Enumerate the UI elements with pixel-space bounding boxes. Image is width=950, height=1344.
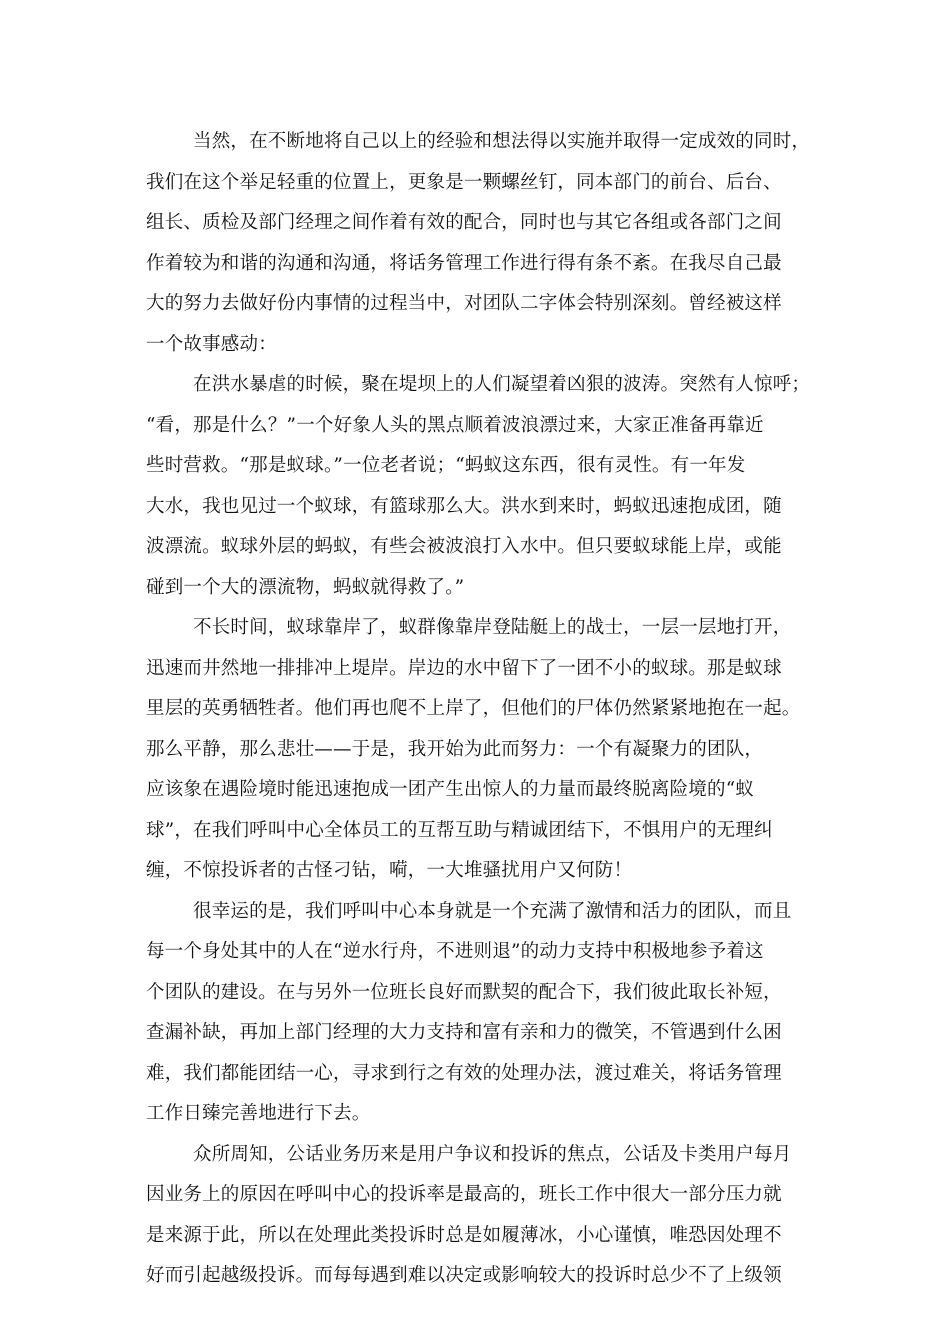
text-line: “看，那是什么？”一个好象人头的黑点顺着波浪漂过来，大家正准备再靠近	[146, 414, 764, 436]
text-line: 每一个身处其中的人在“逆水行舟，不进则退”的动力支持中积极地参予着这	[146, 941, 764, 962]
text-line: 些时营救。“那是蚁球。”一位老者说；“蚂蚁这东西，很有灵性。有一年发	[146, 455, 746, 476]
text-line: 我们在这个举足轻重的位置上，更象是一颗螺丝钉，同本部门的前台、后台、	[146, 171, 782, 193]
text-line: 好而引起越级投诉。而每每遇到难以决定或影响较大的投诉时总少不了上级领	[146, 1265, 782, 1286]
text-line: 大的努力去做好份内事情的过程当中，对团队二字体会特别深刻。曾经被这样	[146, 293, 782, 314]
text-line: 在洪水暴虐的时候，聚在堤坝上的人们凝望着凶狠的波涛。突然有人惊呼；	[193, 374, 811, 395]
document-body	[146, 122, 826, 1297]
text-line: 不长时间，蚁球靠岸了，蚁群像靠岸登陆艇上的战士，一层一层地打开，	[193, 617, 792, 638]
text-line: 迅速而井然地一排排冲上堤岸。岸边的水中留下了一团不小的蚁球。那是蚁球	[146, 657, 782, 679]
text-line: 很幸运的是，我们呼叫中心本身就是一个充满了激情和活力的团队，而且	[193, 900, 792, 922]
text-line: 组长、质检及部门经理之间作着有效的配合，同时也与其它各组或各部门之间	[146, 212, 782, 233]
text-line: 球”，在我们呼叫中心全体员工的互帮互助与精诚团结下，不惧用户的无理纠	[146, 819, 773, 841]
text-line: 波漂流。蚁球外层的蚂蚁，有些会被波浪打入水中。但只要蚁球能上岸，或能	[146, 536, 782, 557]
text-line: 应该象在遇险境时能迅速抱成一团产生出惊人的力量而最终脱离险境的“蚁	[146, 779, 755, 800]
text-line: 缠，不惊投诉者的古怪刁钻，嗬，一大堆骚扰用户又何防！	[146, 860, 633, 881]
text-line: 个团队的建设。在与另外一位班长良好而默契的配合下，我们彼此取长补短，	[146, 981, 782, 1003]
text-line: 大水，我也见过一个蚁球，有篮球那么大。洪水到来时，蚂蚁迅速抱成团，随	[146, 495, 782, 517]
text-line: 作着较为和谐的沟通和沟通，将话务管理工作进行得有条不紊。在我尽自己最	[146, 252, 782, 274]
text-line: 当然，在不断地将自己以上的经验和想法得以实施并取得一定成效的同时，	[193, 131, 811, 152]
text-line: 众所周知，公话业务历来是用户争议和投诉的焦点，公话及卡类用户每月	[193, 1143, 792, 1165]
text-line: 是来源于此，所以在处理此类投诉时总是如履薄冰，小心谨慎，唯恐因处理不	[146, 1224, 782, 1246]
text-line: 里层的英勇牺牲者。他们再也爬不上岸了，但他们的尸体仍然紧紧地抱在一起。	[146, 698, 801, 719]
text-line: 因业务上的原因在呼叫中心的投诉率是最高的，班长工作中很大一部分压力就	[146, 1184, 782, 1205]
text-line: 碰到一个大的漂流物，蚂蚁就得救了。”	[146, 576, 465, 598]
text-line: 那么平静，那么悲壮——于是，我开始为此而努力：一个有凝聚力的团队，	[146, 738, 764, 760]
text-line: 查漏补缺，再加上部门经理的大力支持和富有亲和力的微笑，不管遇到什么困	[146, 1022, 782, 1043]
text-line: 一个故事感动：	[146, 333, 277, 355]
text-line: 难，我们都能团结一心，寻求到行之有效的处理办法，渡过难关，将话务管理	[146, 1062, 782, 1084]
text-line: 工作日臻完善地进行下去。	[146, 1103, 371, 1124]
